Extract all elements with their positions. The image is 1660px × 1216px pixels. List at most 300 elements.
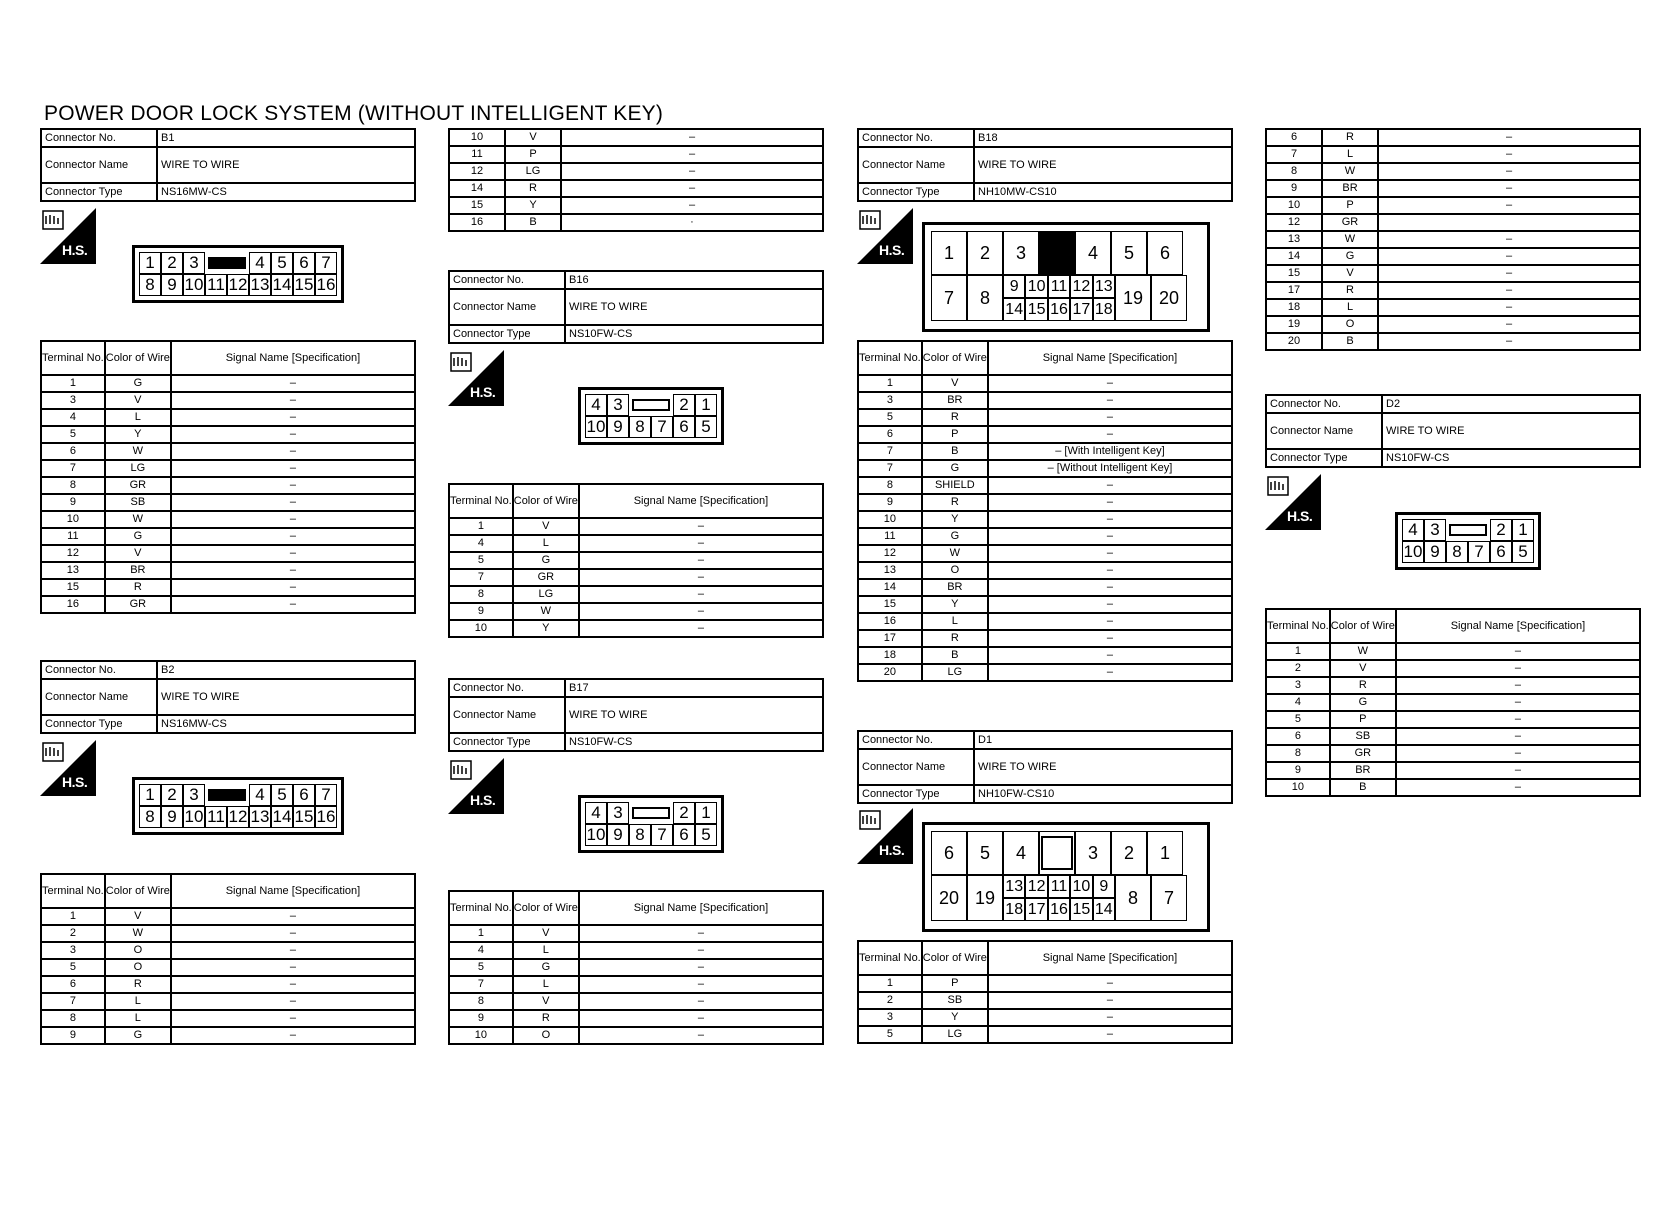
terminal-number: 10 [449, 1027, 513, 1044]
label-connector-name: Connector Name [858, 147, 974, 183]
column-header-signal: Signal Name [Specification] [171, 341, 415, 375]
pin: 13 [1003, 875, 1025, 898]
pin: 6 [1490, 541, 1512, 563]
terminal-number: 2 [41, 925, 105, 942]
pin: 11 [205, 274, 227, 296]
signal-name: – [171, 494, 415, 511]
column-header-signal: Signal Name [Specification] [171, 874, 415, 908]
terminal-number: 1 [858, 375, 922, 392]
terminal-number: 10 [449, 129, 505, 146]
pin: 12 [1025, 875, 1047, 898]
terminal-number: 8 [1266, 745, 1330, 762]
pin: 6 [931, 831, 967, 875]
terminal-table-b16 [448, 483, 824, 638]
harness-side-icon: H.S. [448, 758, 504, 814]
connector-key-shape [208, 257, 246, 269]
wire-color: W [105, 925, 171, 942]
wire-color: B [922, 647, 988, 664]
connector-key [1446, 519, 1490, 541]
signal-name: – [1378, 265, 1640, 282]
signal-name: – [579, 569, 823, 586]
table-row [41, 545, 415, 562]
table-row [449, 925, 823, 942]
pin: 4 [249, 252, 271, 274]
table-header-row [449, 484, 823, 518]
connector-type: NS16MW-CS [157, 183, 415, 201]
terminal-number: 9 [858, 494, 922, 511]
pin: 8 [629, 824, 651, 846]
pin: 14 [272, 807, 292, 826]
wire-color: BR [1322, 180, 1378, 197]
terminal-number: 13 [858, 562, 922, 579]
table-row [858, 460, 1232, 477]
connector-no: B2 [157, 661, 415, 679]
pin: 6 [293, 784, 315, 806]
table-row [449, 552, 823, 569]
pin: 10 [1403, 542, 1423, 561]
terminal-number: 13 [41, 562, 105, 579]
connector-no: B1 [157, 129, 415, 147]
pin: 3 [607, 802, 629, 824]
terminal-number: 9 [449, 603, 513, 620]
pin: 2 [1111, 831, 1147, 875]
signal-name: – [171, 375, 415, 392]
signal-name: – [1378, 316, 1640, 333]
wire-color: B [922, 443, 988, 460]
table-row [858, 1009, 1232, 1026]
terminal-number: 3 [858, 1009, 922, 1026]
label-connector-name: Connector Name [449, 697, 565, 733]
table-row [858, 375, 1232, 392]
pin: 2 [161, 784, 183, 806]
signal-name: – [171, 1010, 415, 1027]
table-row [41, 925, 415, 942]
pin: 8 [139, 274, 161, 296]
terminal-number: 20 [858, 664, 922, 681]
pin: 9 [161, 274, 183, 296]
wire-color: W [1330, 643, 1396, 660]
wire-color: GR [1330, 745, 1396, 762]
signal-name: – [1378, 299, 1640, 316]
table-row [41, 562, 415, 579]
pin: 20 [931, 875, 967, 921]
terminal-number: 1 [1266, 643, 1330, 660]
connector-info-b18 [857, 128, 1233, 202]
connector-key [1039, 831, 1075, 875]
terminal-number: 8 [449, 586, 513, 603]
table-row [858, 426, 1232, 443]
terminal-number: 15 [41, 579, 105, 596]
pin: 17 [1070, 298, 1092, 321]
terminal-table-b2-continued [448, 128, 824, 232]
terminal-number: 1 [449, 925, 513, 942]
signal-name: – [171, 528, 415, 545]
pin: 1 [139, 252, 161, 274]
signal-name: – [171, 959, 415, 976]
pin-row-top [585, 802, 717, 824]
table-row [1266, 265, 1640, 282]
wire-color: GR [1322, 214, 1378, 231]
pin: 12 [228, 807, 248, 826]
terminal-number: 4 [41, 409, 105, 426]
table-row [1266, 146, 1640, 163]
wire-color: B [505, 214, 561, 231]
pin: 19 [1115, 275, 1151, 321]
table-row [1266, 762, 1640, 779]
label-connector-no: Connector No. [41, 661, 157, 679]
wire-color: R [105, 976, 171, 993]
pin: 7 [651, 824, 673, 846]
connector-no: D1 [974, 731, 1232, 749]
table-row [41, 426, 415, 443]
column-header-color: Color of Wire [513, 484, 579, 518]
wire-color: R [505, 180, 561, 197]
pin: 3 [1424, 519, 1446, 541]
signal-name: – [1396, 677, 1640, 694]
wire-color: W [922, 545, 988, 562]
table-row [1266, 197, 1640, 214]
table-row [858, 392, 1232, 409]
connector-name: WIRE TO WIRE [974, 147, 1232, 183]
terminal-number: 4 [1266, 694, 1330, 711]
wire-color: Y [922, 511, 988, 528]
column-header-color: Color of Wire [922, 941, 988, 975]
pin: 1 [1512, 519, 1534, 541]
terminal-number: 18 [1266, 299, 1322, 316]
table-header-row [449, 891, 823, 925]
terminal-number: 1 [41, 908, 105, 925]
wire-color: SB [105, 494, 171, 511]
table-row [449, 180, 823, 197]
pin: 15 [1025, 298, 1047, 321]
terminal-number: 7 [858, 460, 922, 477]
pin: 7 [315, 784, 337, 806]
signal-name: – [988, 511, 1232, 528]
pin: 5 [1512, 541, 1534, 563]
wire-color: V [513, 925, 579, 942]
signal-name: – [1378, 146, 1640, 163]
table-row [41, 959, 415, 976]
wire-color: L [513, 976, 579, 993]
wire-color: BR [1330, 762, 1396, 779]
connector-type: NH10MW-CS10 [974, 183, 1232, 201]
label-connector-type: Connector Type [449, 325, 565, 343]
wire-color: LG [922, 1026, 988, 1043]
terminal-number: 5 [41, 959, 105, 976]
table-row [858, 647, 1232, 664]
connector-info-b2 [40, 660, 416, 734]
pin: 10 [184, 275, 204, 294]
connector-type: NS10FW-CS [565, 733, 823, 751]
table-row [449, 535, 823, 552]
signal-name: – [171, 477, 415, 494]
signal-name: – [1378, 231, 1640, 248]
signal-name: – [579, 925, 823, 942]
pin: 3 [183, 784, 205, 806]
signal-name: – [1378, 333, 1640, 350]
wire-color: G [1330, 694, 1396, 711]
wire-color: L [105, 993, 171, 1010]
signal-name: – [988, 545, 1232, 562]
connector-name: WIRE TO WIRE [565, 289, 823, 325]
wire-color: Y [513, 620, 579, 637]
wire-color: W [513, 603, 579, 620]
wire-color: LG [922, 664, 988, 681]
terminal-number: 9 [41, 1027, 105, 1044]
terminal-number: 5 [449, 959, 513, 976]
pin: 6 [1147, 231, 1183, 275]
connector-type: NS16MW-CS [157, 715, 415, 733]
table-row [449, 620, 823, 637]
column-header-signal: Signal Name [Specification] [988, 941, 1232, 975]
wire-color: P [505, 146, 561, 163]
table-row [858, 664, 1232, 681]
pin: 5 [271, 784, 293, 806]
pin: 5 [695, 416, 717, 438]
label-connector-type: Connector Type [1266, 449, 1382, 467]
table-row [449, 1027, 823, 1044]
signal-name: – [561, 197, 823, 214]
pin: 16 [316, 807, 336, 826]
terminal-number: 15 [1266, 265, 1322, 282]
column-header-terminal: Terminal No. [858, 941, 922, 975]
table-row [449, 129, 823, 146]
label-connector-name: Connector Name [1266, 413, 1382, 449]
pin: 20 [1151, 275, 1187, 321]
table-row [858, 613, 1232, 630]
terminal-number: 5 [1266, 711, 1330, 728]
signal-name: – [579, 535, 823, 552]
pin: 1 [1147, 831, 1183, 875]
pin: 12 [228, 275, 248, 294]
signal-name: – [579, 942, 823, 959]
terminal-number: 16 [41, 596, 105, 613]
table-row [1266, 333, 1640, 350]
signal-name: – [1378, 129, 1640, 146]
signal-name: – [171, 925, 415, 942]
signal-name [1378, 214, 1640, 231]
terminal-table-d1-continued [1265, 128, 1641, 351]
terminal-number: 6 [41, 976, 105, 993]
pin: 18 [1003, 898, 1025, 921]
pin: 8 [1446, 541, 1468, 563]
label-connector-name: Connector Name [41, 147, 157, 183]
terminal-number: 14 [449, 180, 505, 197]
pin: 4 [585, 394, 607, 416]
wire-color: L [1322, 146, 1378, 163]
pin: 16 [1048, 898, 1070, 921]
pin-row-bottom [585, 416, 717, 438]
connector-name: WIRE TO WIRE [157, 679, 415, 715]
signal-name: – [1396, 643, 1640, 660]
pin: 15 [294, 275, 314, 294]
terminal-number: 10 [1266, 197, 1322, 214]
table-row [449, 603, 823, 620]
label-connector-no: Connector No. [858, 731, 974, 749]
table-row [1266, 231, 1640, 248]
wire-color: R [105, 579, 171, 596]
signal-name: – [1396, 762, 1640, 779]
pin: 11 [1048, 275, 1070, 298]
terminal-number: 14 [1266, 248, 1322, 265]
wire-color: P [922, 426, 988, 443]
connector-key-shape [1041, 836, 1073, 870]
wire-color: L [513, 942, 579, 959]
pin: 9 [607, 824, 629, 846]
pin: 3 [183, 252, 205, 274]
connector-type: NS10FW-CS [565, 325, 823, 343]
table-row [41, 976, 415, 993]
wire-color: Y [105, 426, 171, 443]
pin-row-bottom [139, 806, 337, 828]
table-row [41, 494, 415, 511]
connector-type: NS10FW-CS [1382, 449, 1640, 467]
signal-name: – [171, 976, 415, 993]
pin-row-top [139, 252, 337, 274]
terminal-number: 7 [858, 443, 922, 460]
pin: 4 [249, 784, 271, 806]
pin: 19 [967, 875, 1003, 921]
table-row [858, 596, 1232, 613]
terminal-number: 9 [41, 494, 105, 511]
signal-name: – [988, 992, 1232, 1009]
label-connector-type: Connector Type [449, 733, 565, 751]
table-row [449, 518, 823, 535]
signal-name: – [988, 477, 1232, 494]
signal-name: – [579, 1010, 823, 1027]
table-row [41, 477, 415, 494]
terminal-table-d2 [1265, 608, 1641, 797]
table-row [449, 993, 823, 1010]
terminal-number: 20 [1266, 333, 1322, 350]
column-header-terminal: Terminal No. [1266, 609, 1330, 643]
connector-info-d2 [1265, 394, 1641, 468]
wire-color: R [1322, 282, 1378, 299]
connector-key-shape [208, 789, 246, 801]
terminal-number: 6 [1266, 728, 1330, 745]
wire-color: LG [105, 460, 171, 477]
terminal-number: 6 [41, 443, 105, 460]
connector-face-d1 [922, 822, 1210, 932]
terminal-number: 8 [41, 477, 105, 494]
pin: 13 [250, 807, 270, 826]
table-row [858, 511, 1232, 528]
terminal-number: 6 [858, 426, 922, 443]
signal-name: – [561, 180, 823, 197]
signal-name: – [171, 908, 415, 925]
signal-name: – [579, 518, 823, 535]
table-row [41, 409, 415, 426]
connector-info-d1 [857, 730, 1233, 804]
connector-key [629, 802, 673, 824]
table-row [41, 993, 415, 1010]
table-row [1266, 745, 1640, 762]
table-header-row [858, 941, 1232, 975]
signal-name: – [579, 993, 823, 1010]
pin: 10 [586, 825, 606, 844]
signal-name: – [171, 942, 415, 959]
table-row [1266, 694, 1640, 711]
signal-name: · [561, 214, 823, 231]
pin: 1 [695, 394, 717, 416]
connector-face-b16 [578, 387, 724, 445]
wire-color: V [1330, 660, 1396, 677]
wire-color: BR [922, 392, 988, 409]
signal-name: – [171, 426, 415, 443]
connector-key-shape [1449, 524, 1487, 536]
signal-name: – [171, 409, 415, 426]
label-connector-no: Connector No. [449, 679, 565, 697]
wire-color: G [105, 528, 171, 545]
table-row [449, 1010, 823, 1027]
signal-name: – [With Intelligent Key] [988, 443, 1232, 460]
wire-color: SB [1330, 728, 1396, 745]
signal-name: – [988, 647, 1232, 664]
terminal-number: 11 [41, 528, 105, 545]
pin: 4 [1075, 231, 1111, 275]
column-header-signal: Signal Name [Specification] [579, 484, 823, 518]
pin: 9 [1093, 875, 1115, 898]
table-header-row [41, 874, 415, 908]
table-row [1266, 214, 1640, 231]
column-header-terminal: Terminal No. [449, 891, 513, 925]
table-row [1266, 711, 1640, 728]
wire-color: V [513, 518, 579, 535]
table-row [858, 579, 1232, 596]
signal-name: – [171, 1027, 415, 1044]
column-header-terminal: Terminal No. [858, 341, 922, 375]
pin: 14 [1003, 298, 1025, 321]
pin: 8 [967, 275, 1003, 321]
pin-row-bottom [1402, 541, 1534, 563]
wire-color: W [1322, 231, 1378, 248]
column-header-color: Color of Wire [922, 341, 988, 375]
table-row [858, 528, 1232, 545]
label-connector-type: Connector Type [858, 785, 974, 803]
signal-name: – [1378, 180, 1640, 197]
terminal-number: 9 [449, 1010, 513, 1027]
table-row [41, 511, 415, 528]
pin: 6 [293, 252, 315, 274]
wire-color: V [105, 392, 171, 409]
table-row [1266, 316, 1640, 333]
wire-color: V [105, 908, 171, 925]
table-row [449, 214, 823, 231]
signal-name: – [579, 620, 823, 637]
pin: 15 [294, 807, 314, 826]
wire-color: G [1322, 248, 1378, 265]
wire-color: B [1330, 779, 1396, 796]
terminal-number: 3 [1266, 677, 1330, 694]
terminal-number: 2 [1266, 660, 1330, 677]
signal-name: – [171, 545, 415, 562]
connector-type: NH10FW-CS10 [974, 785, 1232, 803]
table-row [449, 942, 823, 959]
wire-color: O [513, 1027, 579, 1044]
connector-no: B18 [974, 129, 1232, 147]
signal-name: – [988, 664, 1232, 681]
wire-color: G [922, 528, 988, 545]
pin: 18 [1093, 298, 1115, 321]
signal-name: – [988, 409, 1232, 426]
pin: 17 [1025, 898, 1047, 921]
table-row [41, 392, 415, 409]
table-row [1266, 163, 1640, 180]
table-row [858, 562, 1232, 579]
table-row [1266, 728, 1640, 745]
terminal-number: 19 [1266, 316, 1322, 333]
pin: 5 [967, 831, 1003, 875]
